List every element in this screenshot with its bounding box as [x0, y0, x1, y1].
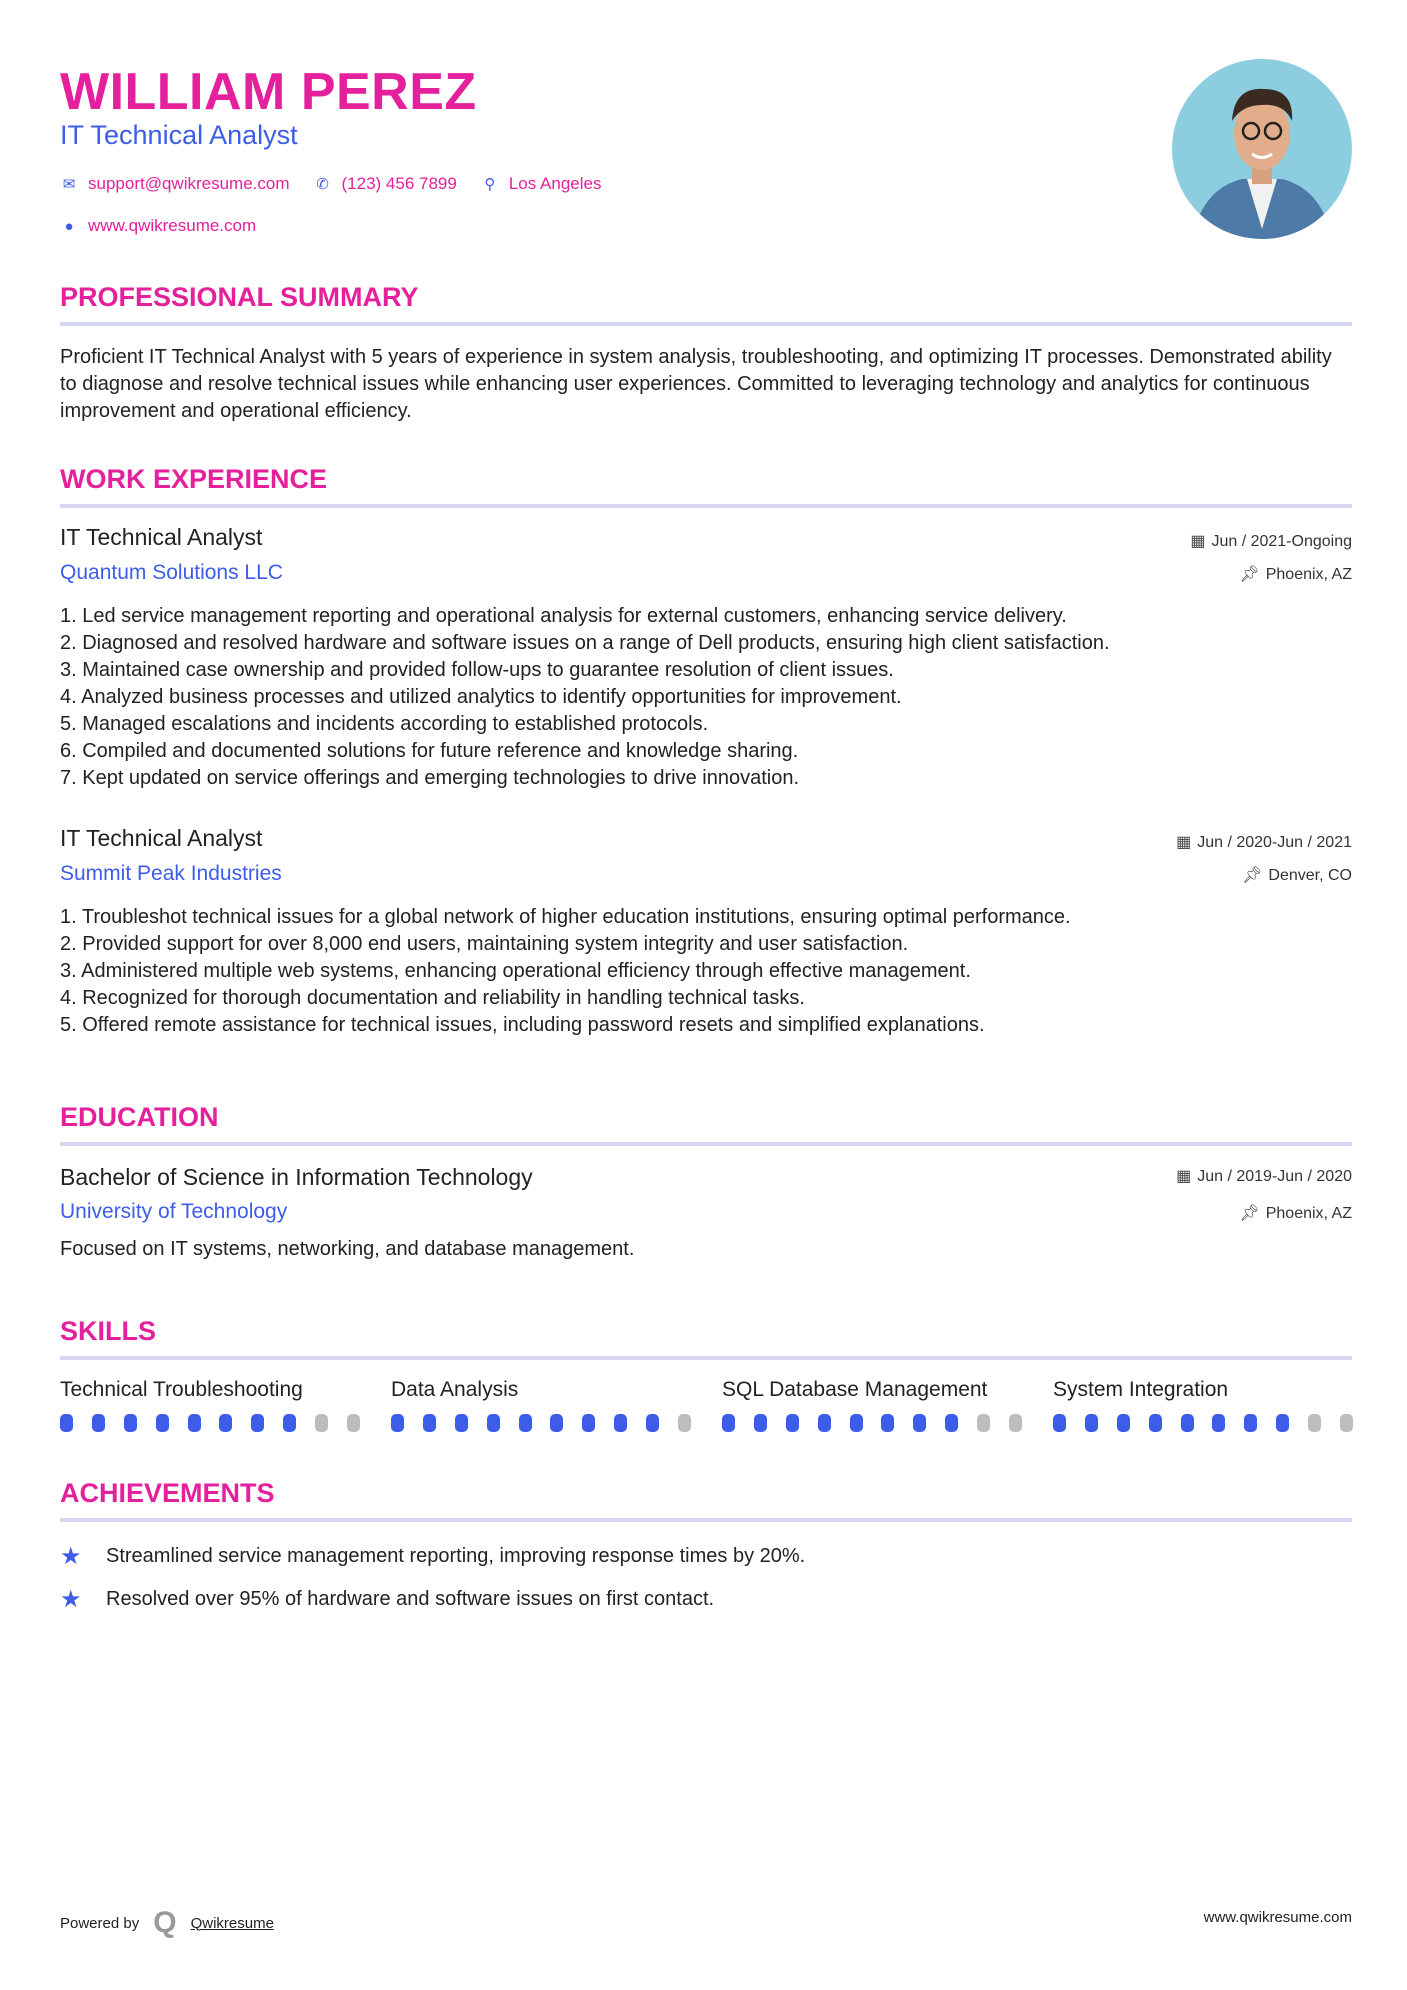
skill-item [391, 1378, 691, 1432]
rating-dot-filled [423, 1414, 436, 1432]
rating-dot-filled [1276, 1414, 1289, 1432]
list-item: 4. Analyzed business processes and utilized analytics to identify opportunities for improvement. [60, 686, 902, 708]
candidate-title: IT Technical Analyst [60, 120, 298, 150]
rating-dot-filled [1053, 1414, 1066, 1432]
skill-name: Technical Troubleshooting [60, 1378, 303, 1401]
list-item: 2. Provided support for over 8,000 end users, maintaining system integrity and user satisfaction. [60, 933, 909, 955]
rating-dot-filled [614, 1414, 627, 1432]
calendar-icon: ▦ [1190, 533, 1206, 550]
list-item: 1. Troubleshot technical issues for a global network of higher education institutions, ensuring optimal performance. [60, 906, 1071, 928]
pin-icon: 📌︎ [1239, 566, 1260, 583]
list-item: 4. Recognized for thorough documentation and reliability in handling technical tasks. [60, 987, 805, 1009]
job-title: IT Technical Analyst [60, 825, 263, 851]
dates-text: Jun / 2019-Jun / 2020 [1197, 1168, 1352, 1185]
skill-name: Data Analysis [391, 1378, 519, 1401]
section-divider [60, 1356, 1352, 1360]
education-dates [1176, 1166, 1352, 1186]
award-star-icon: ★ [60, 1543, 82, 1570]
footer-url[interactable]: www.qwikresume.com [1203, 1909, 1352, 1926]
rating-dot-filled [487, 1414, 500, 1432]
achievement-item [60, 1585, 714, 1614]
section-heading: ACHIEVEMENTS [60, 1478, 275, 1508]
summary-section [60, 282, 1352, 425]
dates-text: Jun / 2021-Ongoing [1211, 533, 1352, 550]
powered-by-text: Powered by [60, 1914, 140, 1932]
achievement-text: Resolved over 95% of hardware and software issues on first contact. [106, 1588, 715, 1610]
achievements-section [60, 1478, 1352, 1522]
location-text: Phoenix, AZ [1265, 566, 1352, 583]
rating-dot-filled [550, 1414, 563, 1432]
rating-dot-filled [519, 1414, 532, 1432]
profile-photo [1172, 59, 1352, 239]
website-row [60, 216, 256, 236]
calendar-icon: ▦ [1176, 1168, 1192, 1185]
job-dates [1190, 531, 1352, 551]
map-pin-icon: ⚲ [484, 176, 496, 193]
rating-dot-filled [251, 1414, 264, 1432]
rating-dot-empty [1308, 1414, 1321, 1432]
rating-dot-filled [60, 1414, 73, 1432]
list-item: 3. Maintained case ownership and provided follow-ups to guarantee resolution of client issues. [60, 659, 894, 681]
rating-dot-empty [678, 1414, 691, 1432]
brand-link[interactable]: Qwikresume [190, 1914, 274, 1932]
rating-dot-empty [315, 1414, 328, 1432]
rating-dot-filled [92, 1414, 105, 1432]
experience-section [60, 464, 1352, 508]
skill-name: SQL Database Management [722, 1378, 988, 1401]
rating-dot-filled [818, 1414, 831, 1432]
rating-dot-filled [945, 1414, 958, 1432]
calendar-icon: ▦ [1176, 834, 1192, 851]
pin-icon: 📌︎ [1239, 1205, 1260, 1222]
rating-dot-filled [283, 1414, 296, 1432]
section-divider [60, 1518, 1352, 1522]
skill-rating [722, 1414, 1022, 1432]
skills-section [60, 1316, 1352, 1360]
email-link[interactable]: support@qwikresume.com [88, 174, 290, 193]
job-title: IT Technical Analyst [60, 524, 263, 550]
list-item: 5. Managed escalations and incidents according to established protocols. [60, 713, 709, 735]
candidate-name: WILLIAM PEREZ [60, 63, 477, 121]
award-star-icon: ★ [60, 1586, 82, 1613]
rating-dot-filled [850, 1414, 863, 1432]
rating-dot-filled [1117, 1414, 1130, 1432]
list-item: 7. Kept updated on service offerings and emerging technologies to drive innovation. [60, 767, 800, 789]
phone-text: (123) 456 7899 [341, 174, 457, 193]
section-divider [60, 504, 1352, 508]
rating-dot-filled [124, 1414, 137, 1432]
section-divider [60, 1142, 1352, 1146]
rating-dot-filled [754, 1414, 767, 1432]
qwikresume-logo-icon: Q [153, 1906, 177, 1939]
globe-icon: ● [64, 217, 74, 235]
rating-dot-filled [722, 1414, 735, 1432]
skill-rating [391, 1414, 691, 1432]
location-text: Denver, CO [1268, 867, 1352, 884]
skill-rating [60, 1414, 360, 1432]
pin-icon: 📌︎ [1242, 867, 1263, 884]
rating-dot-empty [1009, 1414, 1022, 1432]
list-item: 1. Led service management reporting and operational analysis for external customers, enhancing service delivery. [60, 605, 1067, 627]
rating-dot-empty [347, 1414, 360, 1432]
summary-text: Proficient IT Technical Analyst with 5 years of experience in system analysis, troubleshooting, and optimizing IT processes. Demonstrated ability to diagnose and resolve technical issues while enhancing user experiences. Committed to leveraging technology and analytics for continuous improvement and operational efficiency. [60, 346, 1332, 422]
responsibility-list [60, 603, 1352, 792]
rating-dot-filled [1149, 1414, 1162, 1432]
skill-item [60, 1378, 360, 1432]
section-heading: PROFESSIONAL SUMMARY [60, 282, 419, 312]
job-location [1239, 564, 1352, 584]
rating-dot-filled [881, 1414, 894, 1432]
rating-dot-filled [1212, 1414, 1225, 1432]
section-heading: WORK EXPERIENCE [60, 464, 328, 494]
achievement-item [60, 1542, 805, 1571]
location-text: Phoenix, AZ [1265, 1205, 1352, 1222]
company-name: Quantum Solutions LLC [60, 561, 283, 584]
dates-text: Jun / 2020-Jun / 2021 [1197, 834, 1352, 851]
rating-dot-empty [1340, 1414, 1353, 1432]
job-location [1242, 865, 1352, 885]
rating-dot-filled [1181, 1414, 1194, 1432]
education-section [60, 1102, 1352, 1146]
location-text: Los Angeles [508, 174, 602, 193]
education-location [1239, 1203, 1352, 1223]
education-description: Focused on IT systems, networking, and database management. [60, 1238, 635, 1260]
degree-title: Bachelor of Science in Information Technology [60, 1164, 533, 1190]
section-divider [60, 322, 1352, 326]
phone-icon: ✆ [316, 176, 329, 193]
website-link[interactable]: www.qwikresume.com [88, 216, 257, 235]
school-name: University of Technology [60, 1200, 288, 1223]
rating-dot-filled [786, 1414, 799, 1432]
rating-dot-filled [188, 1414, 201, 1432]
responsibility-list [60, 904, 1352, 1039]
rating-dot-empty [977, 1414, 990, 1432]
job-dates [1176, 832, 1352, 852]
rating-dot-filled [1085, 1414, 1098, 1432]
list-item: 2. Diagnosed and resolved hardware and software issues on a range of Dell products, ensuring high client satisfaction. [60, 632, 1110, 654]
rating-dot-filled [582, 1414, 595, 1432]
envelope-icon: ✉ [62, 176, 76, 193]
rating-dot-filled [1244, 1414, 1257, 1432]
skill-rating [1053, 1414, 1353, 1432]
rating-dot-filled [455, 1414, 468, 1432]
rating-dot-filled [219, 1414, 232, 1432]
skill-item [722, 1378, 1022, 1432]
achievement-text: Streamlined service management reporting, improving response times by 20%. [106, 1545, 806, 1567]
list-item: 6. Compiled and documented solutions for future reference and knowledge sharing. [60, 740, 799, 762]
contact-row [60, 174, 601, 194]
section-heading: SKILLS [60, 1316, 157, 1346]
rating-dot-filled [913, 1414, 926, 1432]
section-heading: EDUCATION [60, 1102, 219, 1132]
footer-left [60, 1906, 274, 1940]
rating-dot-filled [156, 1414, 169, 1432]
list-item: 5. Offered remote assistance for technical issues, including password resets and simplified explanations. [60, 1014, 985, 1036]
skill-name: System Integration [1053, 1378, 1229, 1401]
company-name: Summit Peak Industries [60, 862, 282, 885]
rating-dot-filled [391, 1414, 404, 1432]
skill-item [1053, 1378, 1353, 1432]
rating-dot-filled [646, 1414, 659, 1432]
list-item: 3. Administered multiple web systems, enhancing operational efficiency through effective management. [60, 960, 971, 982]
